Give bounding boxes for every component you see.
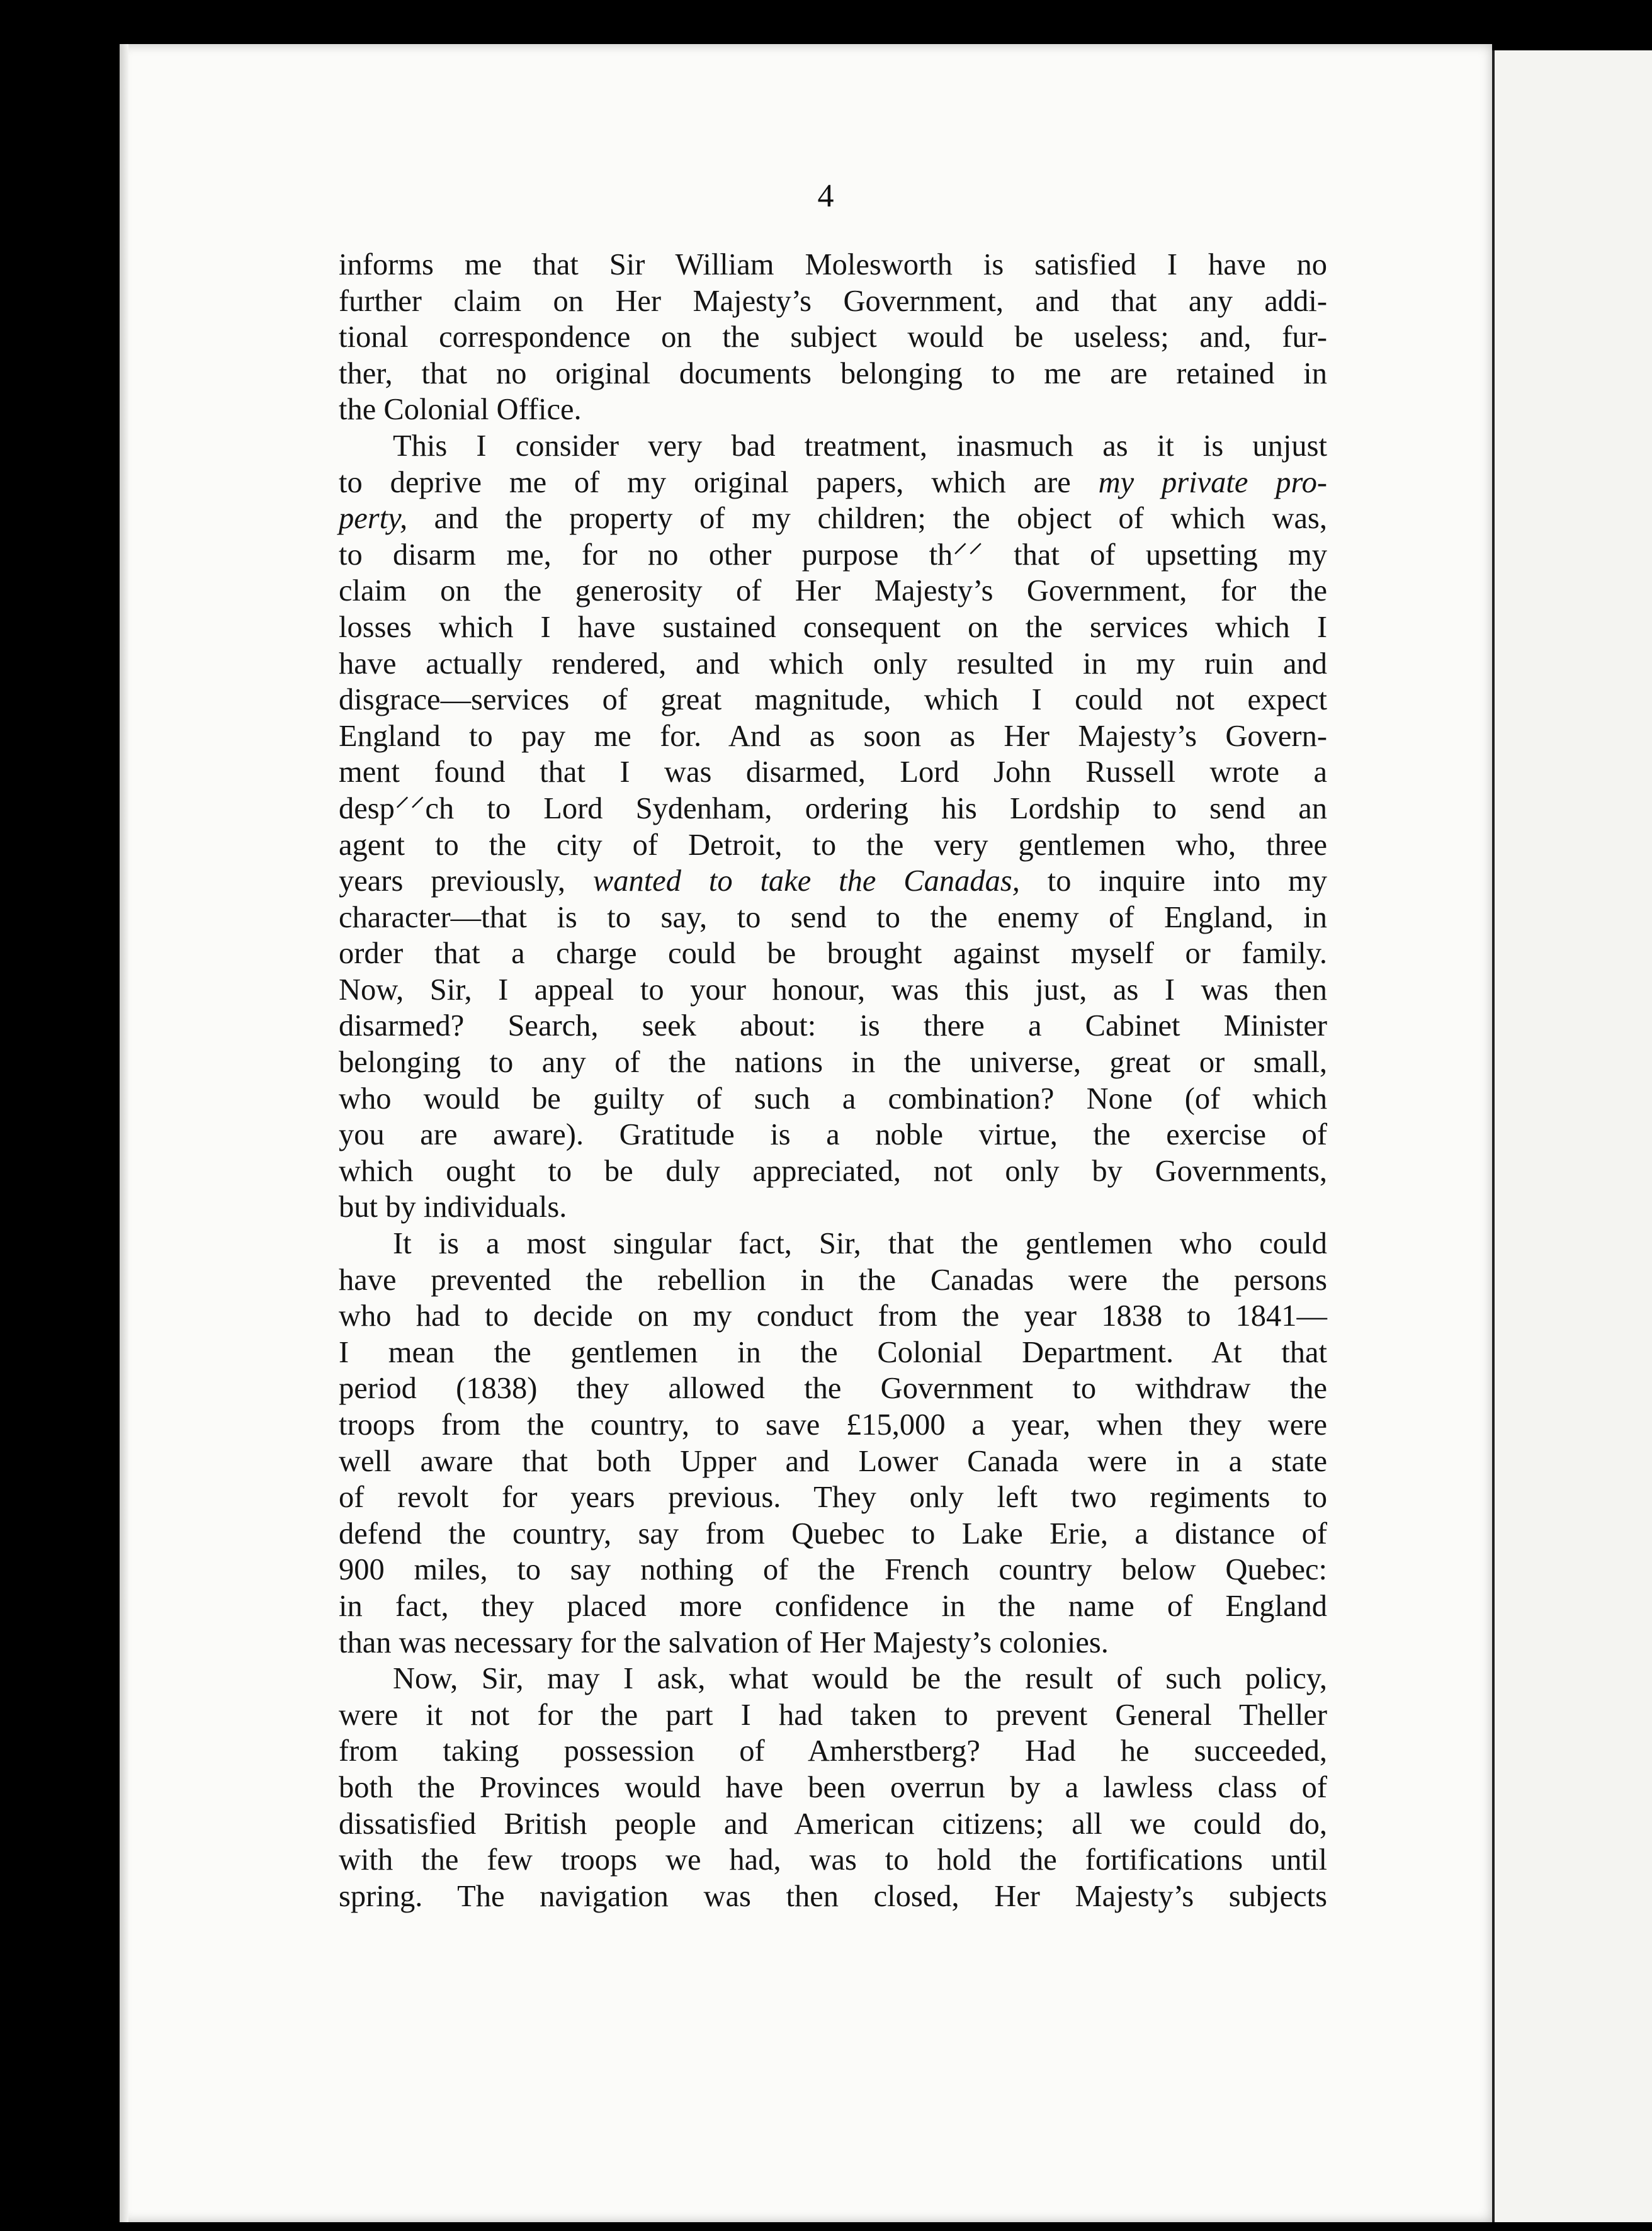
text-line: England to pay me for. And as soon as Her Majesty’s Govern- [339,719,1327,753]
text-line: the Colonial Office. [339,393,582,427]
paragraph-start-line: Now, Sir, may I ask, what would be the result of such policy, [393,1662,1327,1696]
text-line: dissatisfied British people and American citizens; all we could do, [339,1807,1327,1841]
text-line: character—that is to say, to send to the enemy of England, in [339,900,1327,934]
text-line: than was necessary for the salvation of Her Majesty’s colonies. [339,1625,1109,1659]
text-line: informs me that Sir William Molesworth is satisfied I have no [339,248,1327,281]
paragraph-start-line: This I consider very bad treatment, inasmuch as it is unjust [393,429,1327,463]
text-line: who had to decide on my conduct from the year 1838 to 1841— [339,1299,1327,1333]
text-line: which ought to be duly appreciated, not only by Governments, [339,1154,1327,1188]
text-line: you are aware). Gratitude is a noble virtue, the exercise of [339,1118,1327,1152]
text-line: with the few troops we had, was to hold the fortifications until [339,1843,1327,1877]
text-line: disarmed? Search, seek about: is there a Cabinet Minister [339,1009,1327,1043]
text-line: disgrace—services of great magnitude, which I could not expect [339,683,1327,717]
text-line: I mean the gentlemen in the Colonial Department. At that [339,1335,1327,1369]
italic-emphasis: wanted to take the Canadas, [592,864,1020,898]
text-span: years previously, [339,864,593,898]
text-span: and the property of my children; the object of which was, [407,502,1327,536]
text-line: ment found that I was disarmed, Lord John Russell wrote a [339,755,1327,789]
text-line: 900 miles, to say nothing of the French country below Quebec: [339,1553,1327,1587]
text-line: tional correspondence on the subject would be useless; and, fur- [339,320,1327,354]
italic-emphasis: perty, [339,502,408,536]
page-binding-shadow [120,44,128,2222]
text-line: desp⸍⸍ch to Lord Sydenham, ordering his Lordship to send an [339,791,1327,825]
text-line: have prevented the rebellion in the Canadas were the persons [339,1263,1327,1297]
text-line: agent to the city of Detroit, to the very gentlemen who, three [339,828,1327,862]
text-line: claim on the generosity of Her Majesty’s Government, for the [339,574,1327,608]
page-number: 4 [817,178,835,214]
text-line: order that a charge could be brought against myself or family. [339,937,1327,971]
text-line: well aware that both Upper and Lower Canada were in a state [339,1444,1327,1478]
text-line: Now, Sir, I appeal to your honour, was this just, as I was then [339,973,1327,1007]
text-line: in fact, they placed more confidence in the name of England [339,1589,1327,1623]
italic-emphasis: my private pro- [1098,465,1327,499]
text-line: who would be guilty of such a combination? None (of which [339,1082,1327,1116]
text-line [339,863,1327,900]
text-line [339,465,1327,501]
text-line: losses which I have sustained consequent on the services which I [339,610,1327,644]
text-span: to deprive me of my original papers, which are [339,465,1099,499]
text-line: spring. The navigation was then closed, Her Majesty’s subjects [339,1879,1327,1913]
text-line: ther, that no original documents belonging to me are retained in [339,356,1327,390]
adjacent-page-edge [1492,50,1652,2222]
paragraph-start-line: It is a most singular fact, Sir, that the gentlemen who could [393,1227,1327,1261]
text-line [339,500,1327,537]
text-line: have actually rendered, and which only resulted in my ruin and [339,647,1327,681]
text-span: to inquire into my [1019,864,1327,898]
text-line: were it not for the part I had taken to prevent General Theller [339,1698,1327,1732]
body-text [339,247,1327,1914]
text-line: troops from the country, to save £15,000 a year, when they were [339,1408,1327,1442]
text-line: further claim on Her Majesty’s Government, and that any addi- [339,284,1327,318]
text-line: of revolt for years previous. They only left two regiments to [339,1481,1327,1515]
text-line: both the Provinces would have been overrun by a lawless class of [339,1770,1327,1804]
text-line: from taking possession of Amherstberg? Had he succeeded, [339,1734,1327,1768]
text-line: but by individuals. [339,1190,567,1224]
text-line: period (1838) they allowed the Government to withdraw the [339,1372,1327,1406]
text-line: defend the country, say from Quebec to Lake Erie, a distance of [339,1517,1327,1550]
text-line: to disarm me, for no other purpose th⸍⸍ that of upsetting my [339,538,1327,572]
text-line: belonging to any of the nations in the universe, great or small, [339,1046,1327,1080]
